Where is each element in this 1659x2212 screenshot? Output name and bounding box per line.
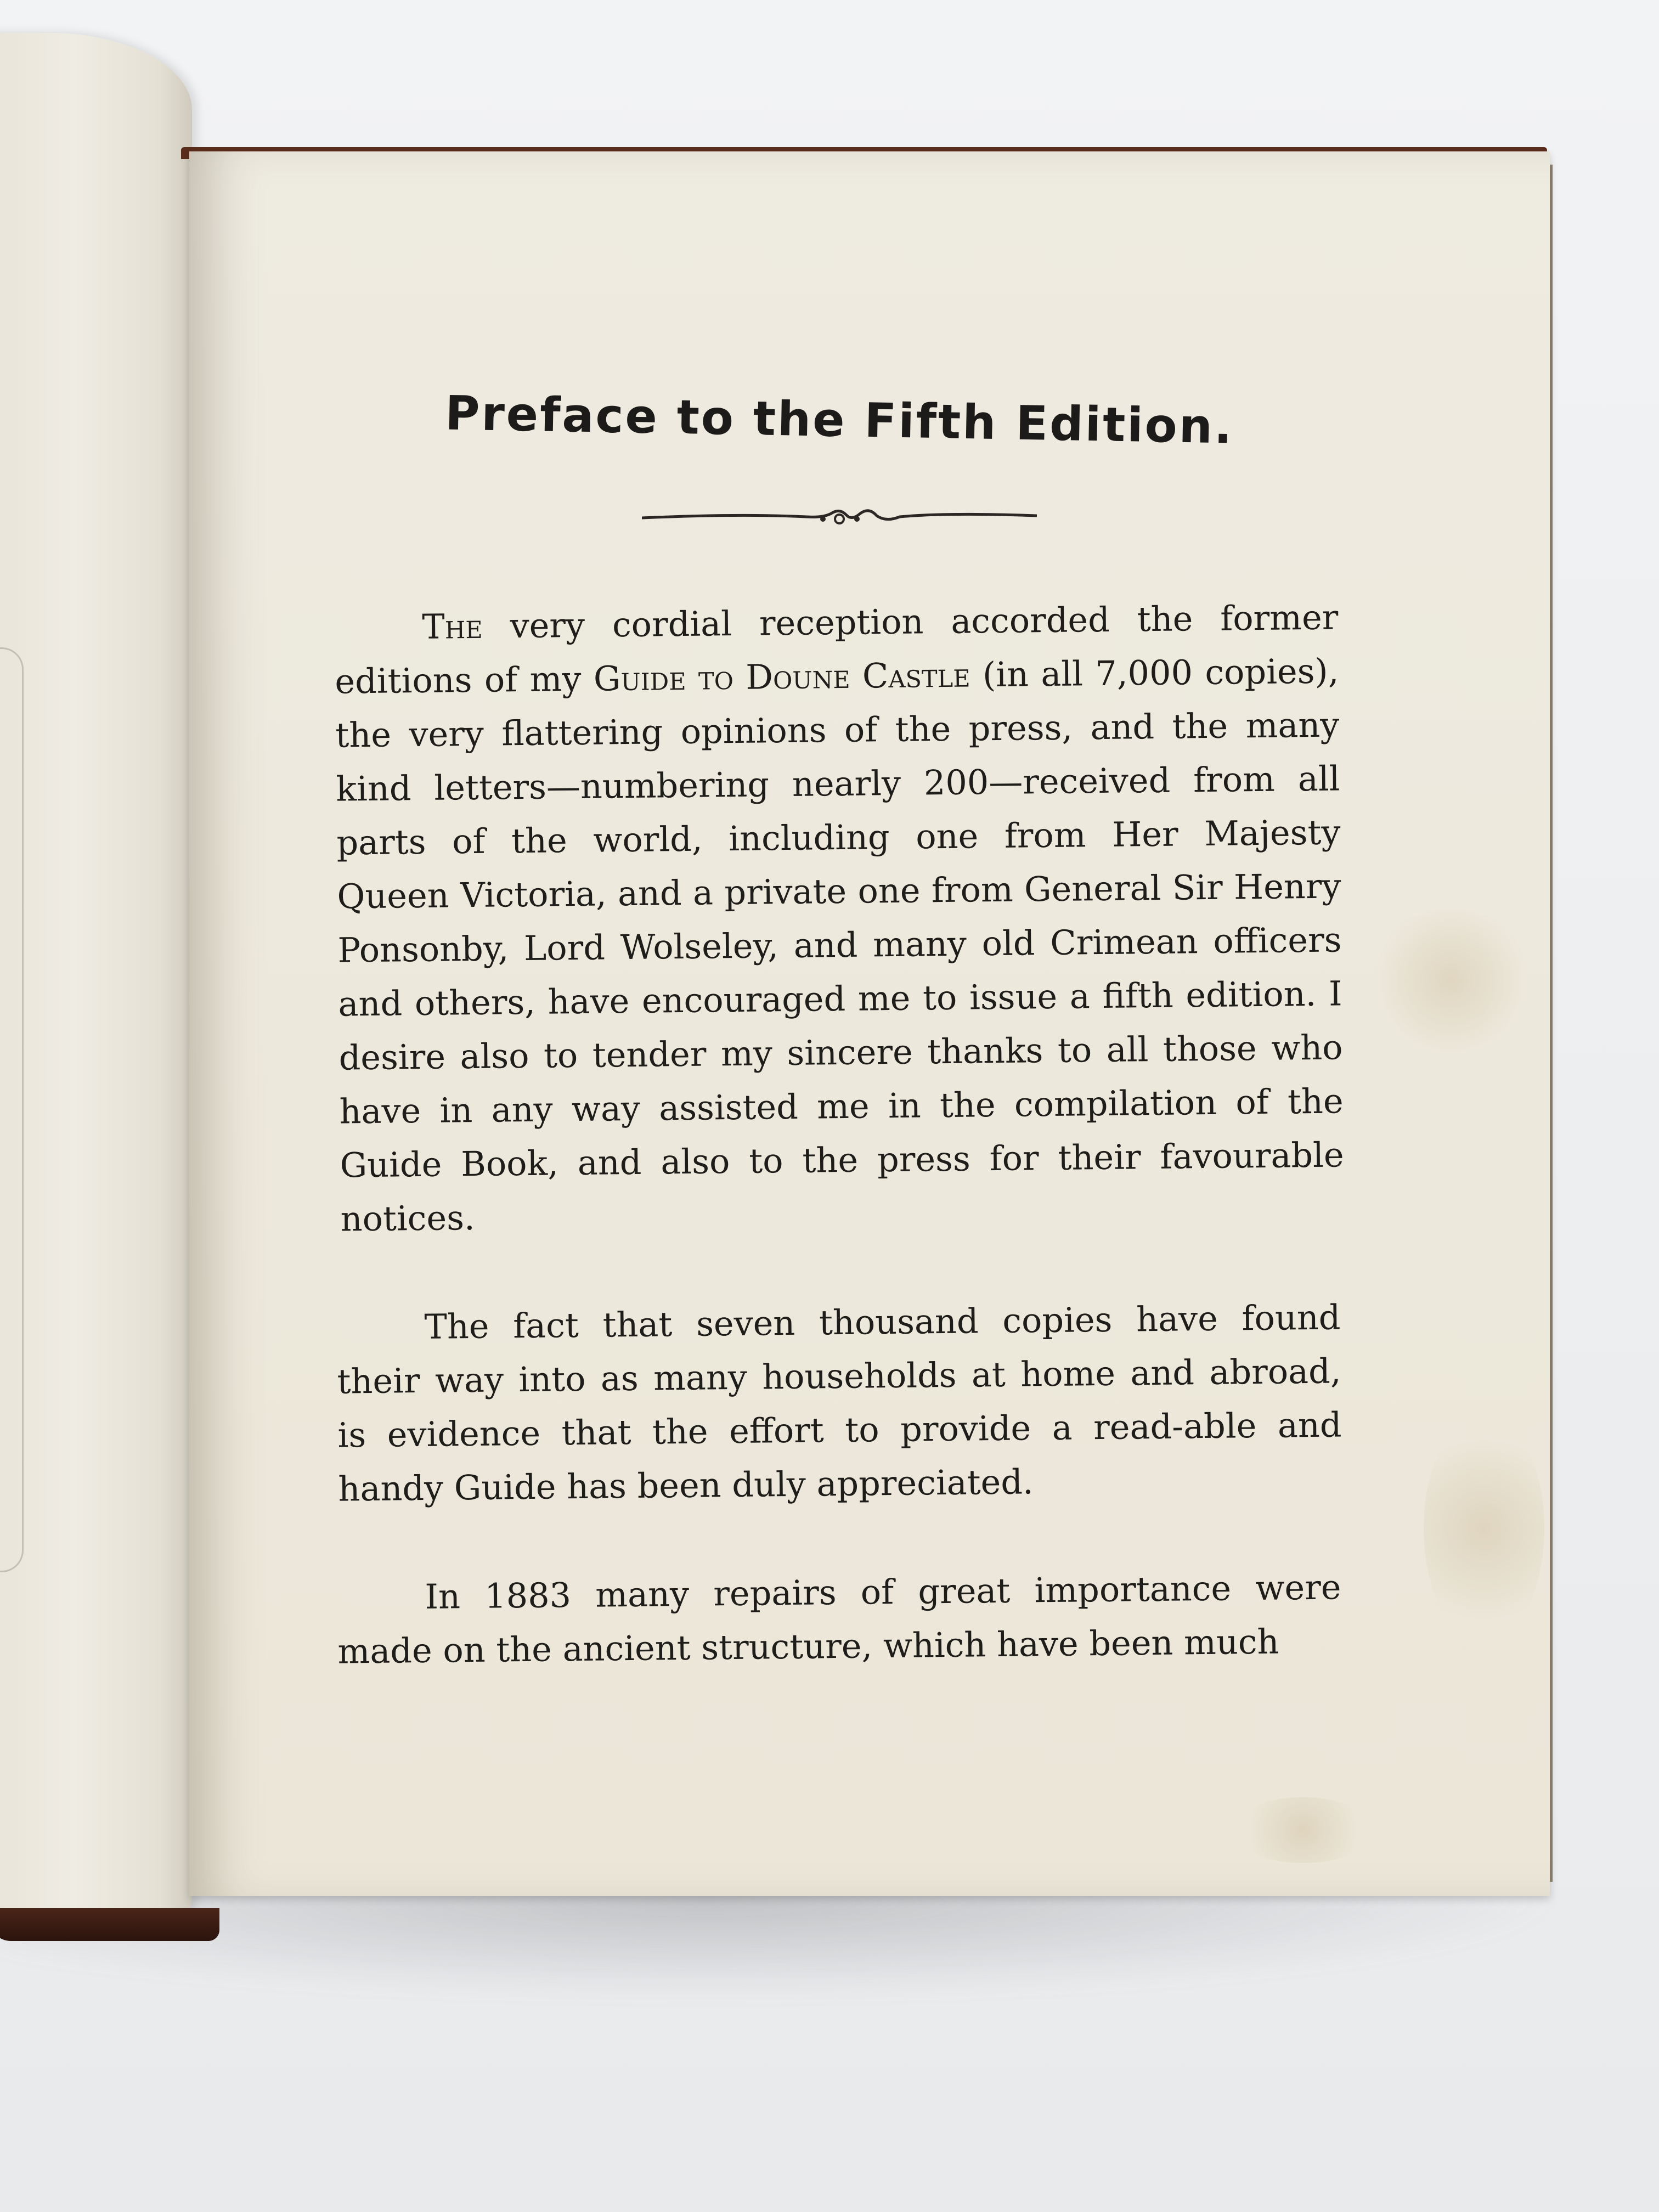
book-spine-bottom <box>0 1908 219 1941</box>
foxing-stain <box>1232 1797 1374 1863</box>
foxing-stain <box>1424 1413 1544 1644</box>
paragraph-1 <box>334 590 1345 1246</box>
foxing-stain <box>1369 909 1533 1051</box>
paragraph-1-rest: (in all 7,000 copies), the very flattering opinions of the press, and the many kind letters—numbering nearly 200—received from all parts of the world, including one from Her Majesty Queen Victoria, and a private one from General Sir Henry Ponsonby, Lord Wolseley, and many old Crimean officers and others, have encouraged me to issue a fifth edition. I desire also to tender my sincere thanks to all those who have in any way assisted me in the compilation of the Guide Book, and also to the press for their favourable notices. <box>335 651 1344 1239</box>
left-page <box>0 33 192 1920</box>
paragraph-1-text: very cordial reception accorded the former editions of my <box>335 597 1339 702</box>
page-title: Preface to the Fifth Edition. <box>444 386 1234 455</box>
paragraph-2: The fact that seven thousand copies have found their way into as many households at home and abroad, is evidence that the effort to provide a read-able and handy Guide has been duly appreciated. <box>337 1297 1342 1509</box>
lead-word: The <box>422 606 483 647</box>
book-title-ref: Guide to Doune Castle <box>593 654 970 699</box>
page-text <box>335 386 1344 1728</box>
paragraph-3: In 1883 many repairs of great importance were made on the ancient structure, which have been much <box>337 1567 1341 1672</box>
ornament-divider <box>642 497 1037 535</box>
left-page-frame <box>0 647 24 1572</box>
right-page <box>189 151 1550 1896</box>
